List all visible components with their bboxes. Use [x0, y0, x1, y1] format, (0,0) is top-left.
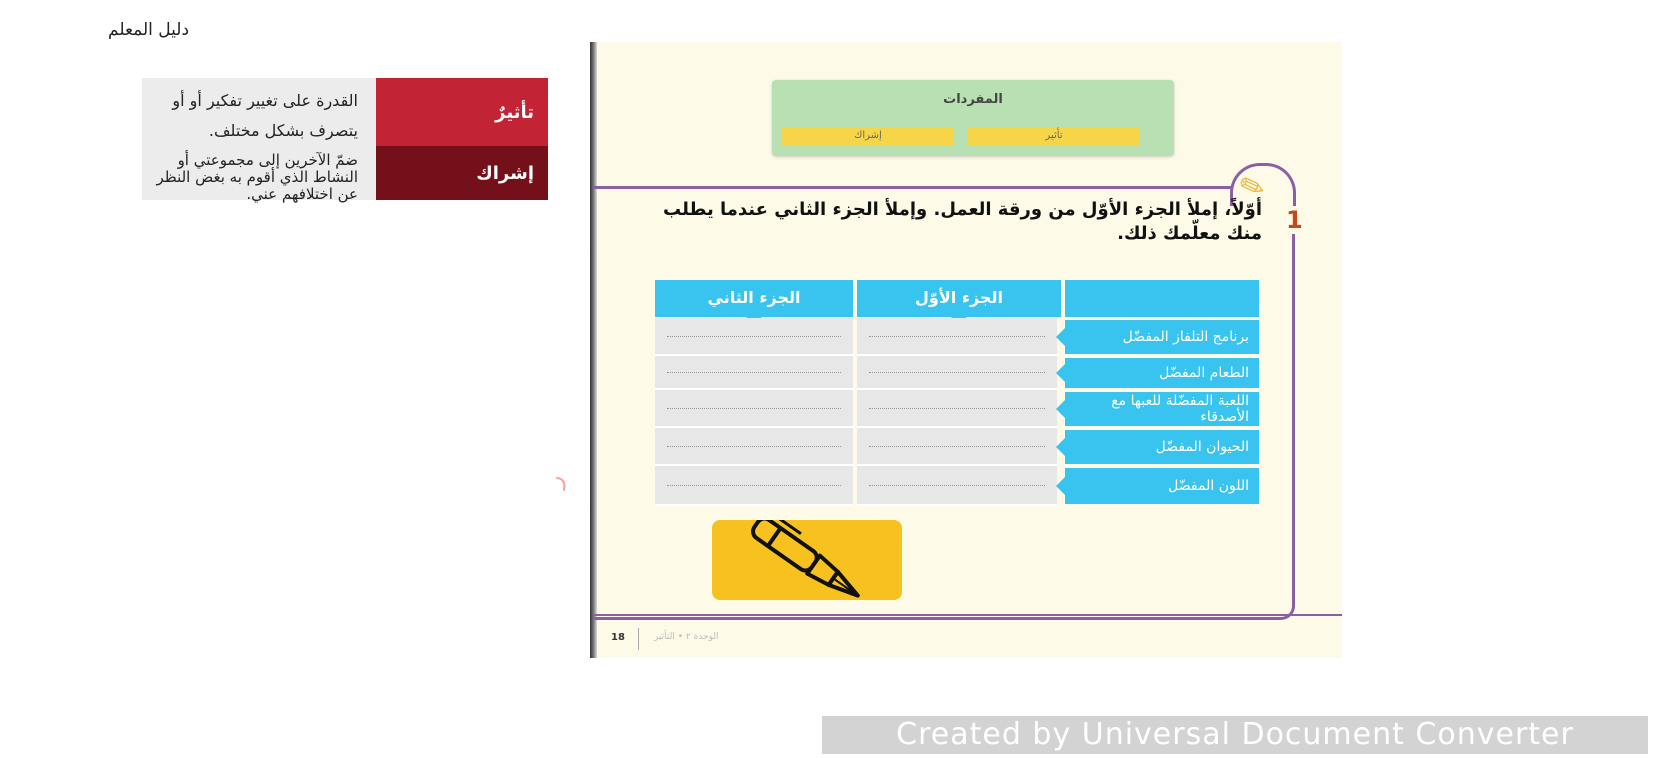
table-header-blank	[1065, 280, 1259, 317]
vocab-word: تأثير	[968, 127, 1140, 145]
answer-cell-part-two[interactable]	[655, 390, 853, 428]
writing-activity-box	[712, 520, 902, 600]
glossary-definition: ضمّ الآخرين إلى مجموعتي أو النشاط الذي أقوم به بغض النظر عن اختلافهم عني.	[142, 146, 376, 200]
answer-cell-part-one[interactable]	[857, 390, 1057, 428]
answer-cell-part-one[interactable]	[857, 318, 1057, 356]
table-header-part-two	[655, 280, 853, 317]
footer-rule	[594, 614, 1342, 616]
row-label	[1065, 430, 1259, 464]
glossary-item-inclusion	[142, 146, 548, 203]
row-label-text: اللعبة المفضّلة للعبها مع الأصدقاء	[1111, 393, 1249, 425]
row-label-text: الطعام المفضّل	[1159, 365, 1249, 381]
page-number: 18	[611, 632, 625, 643]
glossary-term: إشراك	[376, 146, 548, 200]
row-label	[1065, 358, 1259, 388]
row-label-text: برنامج التلفاز المفضّل	[1122, 329, 1249, 345]
pencil-icon: ✎	[1234, 166, 1271, 209]
answer-cell-part-two[interactable]	[655, 356, 853, 390]
table-row	[655, 428, 1259, 466]
answer-cell-part-two[interactable]	[655, 466, 853, 506]
table-header-part-one	[857, 280, 1061, 317]
row-label	[1065, 392, 1259, 426]
row-label-text: اللون المفضّل	[1168, 478, 1249, 494]
glossary-item-influence	[142, 78, 548, 146]
glossary-term: تأثيرٌ	[376, 78, 548, 146]
margin-mark: ﺭ	[538, 469, 569, 491]
vocab-word: إشراك	[782, 127, 954, 145]
row-label-text: الحيوان المفضّل	[1155, 439, 1249, 455]
answer-cell-part-one[interactable]	[857, 428, 1057, 466]
fountain-pen-icon	[712, 520, 902, 600]
table-row	[655, 318, 1259, 356]
glossary-definition: القدرة على تغيير تفكير أو أو يتصرف بشكل مختلف.	[142, 78, 376, 146]
table-header-label: الجزء الثاني	[707, 288, 801, 307]
table-row	[655, 356, 1259, 390]
row-label	[1065, 320, 1259, 354]
question-number: 1	[1286, 206, 1303, 234]
vocabulary-title: المفردات	[943, 92, 1003, 107]
table-header-label: الجزء الأوّل	[915, 288, 1003, 307]
answer-cell-part-one[interactable]	[857, 466, 1057, 506]
answer-cell-part-two[interactable]	[655, 318, 853, 356]
vocabulary-box	[772, 80, 1174, 156]
row-label	[1065, 468, 1259, 504]
watermark-banner: Created by Universal Document Converter	[822, 716, 1648, 754]
table-row	[655, 390, 1259, 428]
answer-cell-part-two[interactable]	[655, 428, 853, 466]
answer-cell-part-one[interactable]	[857, 356, 1057, 390]
footer-text: الوحدة ٢ • التأثير	[654, 632, 719, 642]
guide-title: دليل المعلم	[108, 20, 190, 40]
table-row	[655, 466, 1259, 506]
question-instruction: أوّلاً، إملأ الجزء الأوّل من ورقة العمل. وإملأ الجزء الثاني عندما يطلب منك معلّمك ذلك.	[663, 199, 1262, 244]
footer-separator	[638, 628, 639, 650]
